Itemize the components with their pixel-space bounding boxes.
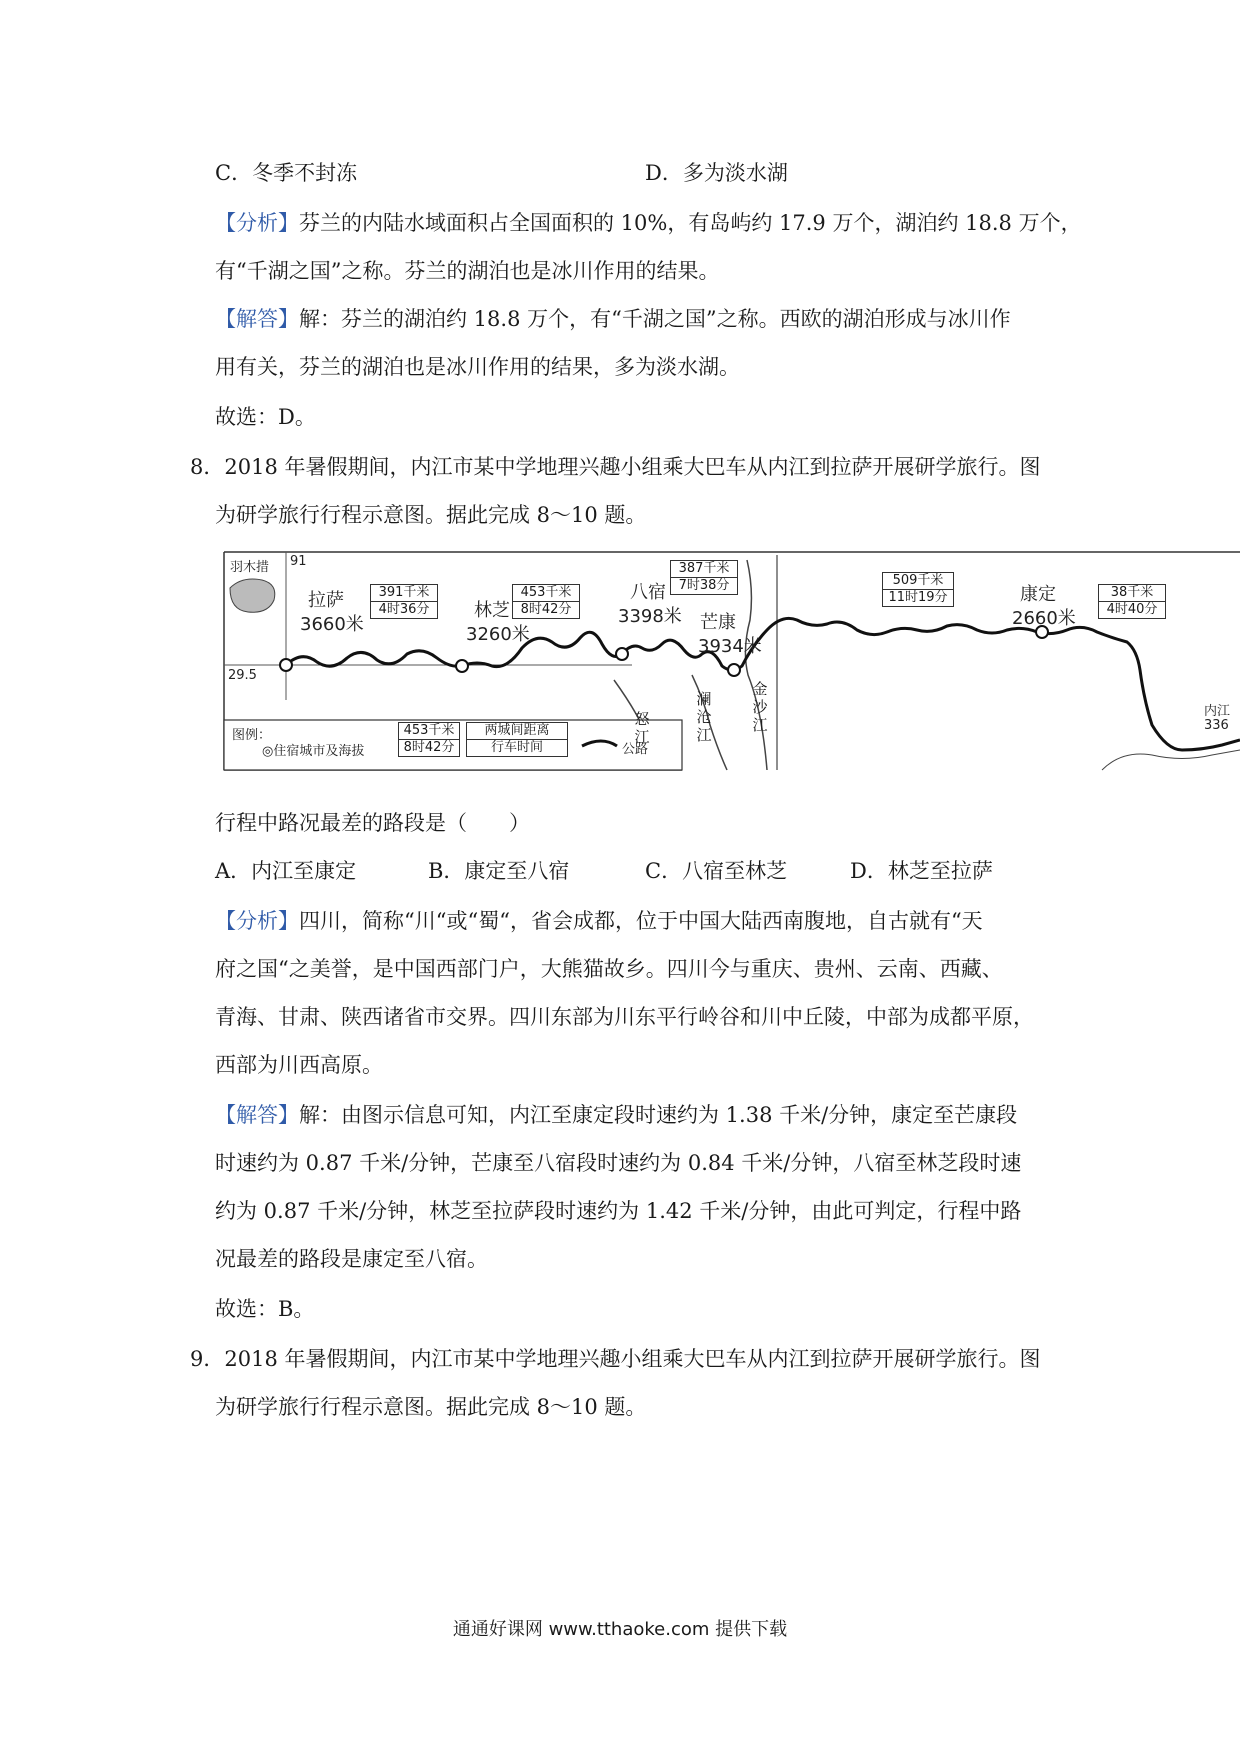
segment-time: 7时38分: [671, 577, 737, 594]
city-altitude: 2660米: [1012, 608, 1076, 629]
q8-stem-2: 为研学旅行行程示意图。据此完成 8～10 题。: [215, 503, 647, 527]
segment-time: 11时19分: [883, 589, 953, 606]
segment-box: [1098, 584, 1166, 619]
segment-time: 4时40分: [1099, 601, 1165, 618]
answer-tag: 【解答】: [215, 1103, 299, 1127]
q9-stem-2: 为研学旅行行程示意图。据此完成 8～10 题。: [215, 1395, 647, 1419]
city-altitude: 3660米: [300, 614, 364, 635]
segment-box: [370, 584, 438, 619]
city-name: 拉萨: [308, 590, 344, 611]
q7-answer-1: [215, 304, 1011, 334]
q8-option-c: C．八宿至林芝: [645, 859, 788, 883]
q8-answer-2: 时速约为 0.87 千米/分钟，芒康至八宿段时速约为 0.84 千米/分钟，八宿至林芝段时速: [215, 1151, 1022, 1175]
segment-box: [512, 584, 580, 619]
q8-answer-1: [215, 1100, 1017, 1130]
river-label-nujiang: 怒江: [634, 710, 650, 746]
segment-time: 8时42分: [513, 601, 579, 618]
q7-analysis-text: 芬兰的内陆水域面积占全国面积的 10%，有岛屿约 17.9 万个，湖泊约 18.8 万个，: [299, 211, 1082, 235]
q8-answer-4: 况最差的路段是康定至八宿。: [215, 1247, 488, 1271]
city-altitude: 3398米: [618, 606, 682, 627]
legend-distance: 453千米: [403, 723, 455, 738]
q7-option-c: C．冬季不封冻: [215, 161, 358, 185]
city-altitude: 3934米: [698, 636, 762, 657]
city-name: 内江: [1204, 704, 1231, 719]
analysis-tag: 【分析】: [215, 211, 299, 235]
segment-distance: 509千米: [892, 573, 944, 588]
legend-box: [398, 722, 460, 757]
q8-option-a: A．内江至康定: [215, 859, 357, 883]
analysis-tag: 【分析】: [215, 909, 299, 933]
answer-tag: 【解答】: [215, 307, 299, 331]
q7-choice: 故选：D。: [215, 405, 316, 429]
q8-choice: 故选：B。: [215, 1297, 315, 1321]
q7-option-d: D．多为淡水湖: [645, 161, 788, 185]
page-footer: 通通好课网 www.tthaoke.com 提供下载: [452, 1619, 788, 1640]
q8-answer-text: 解：由图示信息可知，内江至康定段时速约为 1.38 千米/分钟，康定至芒康段: [299, 1103, 1018, 1127]
segment-distance: 38千米: [1110, 585, 1154, 600]
q7-analysis-1: [215, 208, 1082, 238]
city-altitude: 336: [1204, 718, 1229, 733]
river-label-lancangjiang: 澜沧江: [696, 690, 712, 744]
city-name: 八宿: [630, 582, 666, 603]
q9-stem-1: 9．2018 年暑假期间，内江市某中学地理兴趣小组乘大巴车从内江到拉萨开展研学旅行。图: [190, 1347, 1041, 1371]
segment-time: 4时36分: [371, 601, 437, 618]
segment-distance: 391千米: [378, 585, 430, 600]
q8-option-d: D．林芝至拉萨: [850, 859, 993, 883]
q8-analysis-3: 青海、甘肃、陕西诸省市交界。四川东部为川东平行岭谷和川中丘陵，中部为成都平原，: [215, 1005, 1034, 1029]
legend-time-label: 行车时间: [467, 739, 567, 756]
legend-city: ◎住宿城市及海拔: [262, 744, 365, 759]
city-altitude: 3260米: [466, 624, 530, 645]
q8-question: 行程中路况最差的路段是（ ）: [215, 811, 530, 835]
route-map: [222, 550, 1240, 772]
q8-option-b: B．康定至八宿: [428, 859, 570, 883]
segment-box: [882, 572, 954, 607]
q8-analysis-1: [215, 906, 983, 936]
map-longitude: 91: [290, 554, 307, 569]
segment-box: [670, 560, 738, 595]
city-name: 康定: [1020, 584, 1056, 605]
segment-distance: 387千米: [678, 561, 730, 576]
map-latitude: 29.5: [228, 668, 257, 683]
q8-stem-1: 8．2018 年暑假期间，内江市某中学地理兴趣小组乘大巴车从内江到拉萨开展研学旅行。图: [190, 455, 1041, 479]
legend-title: 图例：: [232, 728, 272, 743]
q7-analysis-2: 有“千湖之国”之称。芬兰的湖泊也是冰川作用的结果。: [215, 259, 720, 283]
q7-answer-2: 用有关，芬兰的湖泊也是冰川作用的结果，多为淡水湖。: [215, 355, 740, 379]
city-name: 芒康: [700, 612, 736, 633]
legend-time: 8时42分: [399, 739, 459, 756]
legend-box-labels: [466, 722, 568, 757]
city-name: 林芝: [474, 600, 510, 621]
q8-analysis-text: 四川，简称“川“或“蜀“，省会成都，位于中国大陆西南腹地，自古就有“天: [299, 909, 983, 933]
segment-distance: 453千米: [520, 585, 572, 600]
q8-analysis-2: 府之国“之美誉，是中国西部门户，大熊猫故乡。四川今与重庆、贵州、云南、西藏、: [215, 957, 1003, 981]
map-corner-label: 羽木措: [230, 560, 270, 575]
legend-distance-label: 两城间距离: [484, 723, 550, 738]
river-label-jinshajiang: 金沙江: [752, 680, 768, 734]
legend-road: 公路: [622, 742, 649, 757]
q8-analysis-4: 西部为川西高原。: [215, 1053, 383, 1077]
q7-answer-text: 解：芬兰的湖泊约 18.8 万个，有“千湖之国”之称。西欧的湖泊形成与冰川作: [299, 307, 1011, 331]
q8-answer-3: 约为 0.87 千米/分钟，林芝至拉萨段时速约为 1.42 千米/分钟，由此可判定，行程中路: [215, 1199, 1022, 1223]
